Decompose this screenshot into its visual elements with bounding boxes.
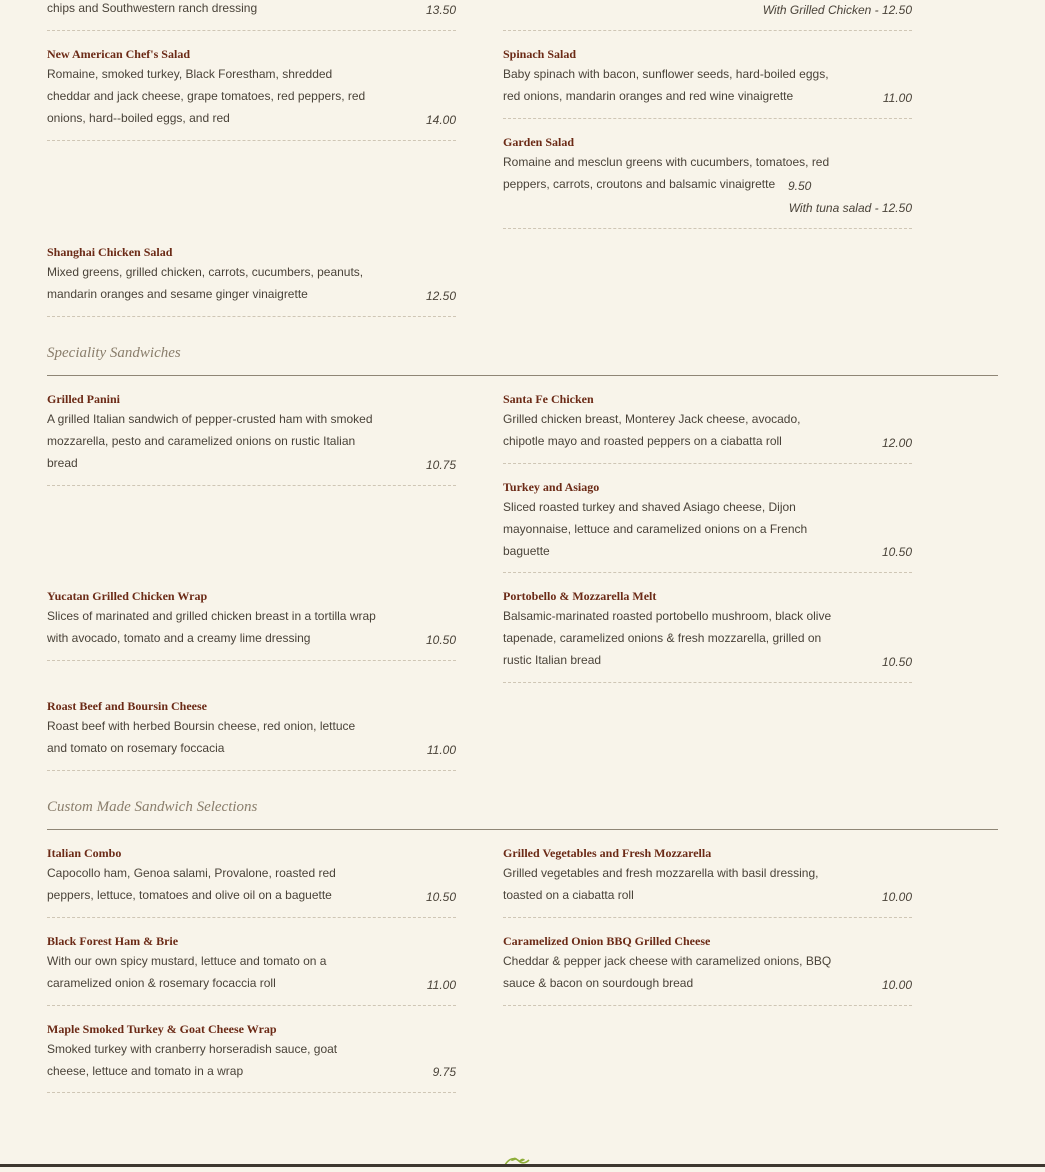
item-description: chips and Southwestern ranch dressing [47,1,258,15]
item-price: 12.00 [881,436,912,450]
dotted-divider [47,30,456,31]
item-description: Roast beef with herbed Boursin cheese, red onion, lettuce and tomato on rosemary foccacia [47,719,356,755]
item-price: 9.50 [788,179,812,193]
item-price: 10.00 [881,890,912,904]
dotted-divider [47,316,456,317]
dotted-divider [47,140,456,141]
item-price: 9.75 [432,1065,456,1079]
dotted-divider [47,1005,456,1006]
section-rule [47,829,998,830]
dotted-divider [503,228,912,229]
item-name: Garden Salad [503,135,575,149]
item-description: Sliced roasted turkey and shaved Asiago cheese, Dijon mayonnaise, lettuce and caramelized onions on a French baguette [503,500,808,558]
dotted-divider [47,1092,456,1093]
item-name: Shanghai Chicken Salad [47,245,173,259]
item-name: Caramelized Onion BBQ Grilled Cheese [503,934,711,948]
item-price: 11.00 [426,978,456,992]
item-description: Capocollo ham, Genoa salami, Provalone, roasted red peppers, lettuce, tomatoes and olive oil on a baguette [47,866,336,902]
dotted-divider [503,682,912,683]
item-name: Yucatan Grilled Chicken Wrap [47,589,208,603]
dotted-divider [503,118,912,119]
dotted-divider [47,660,456,661]
dotted-divider [503,572,912,573]
item-price: 11.00 [882,91,912,105]
item-description: Balsamic-marinated roasted portobello mushroom, black olive tapenade, caramelized onions & fresh mozzarella, grilled on rustic Italian bread [503,609,832,667]
item-name: Turkey and Asiago [503,480,600,494]
item-name: Maple Smoked Turkey & Goat Cheese Wrap [47,1022,277,1036]
item-description: Baby spinach with bacon, sunflower seeds, hard-boiled eggs, red onions, mandarin oranges and red wine vinaigrette [503,67,829,103]
item-name: Italian Combo [47,846,122,860]
item-description: Romaine and mesclun greens with cucumbers, tomatoes, red peppers, carrots, croutons and balsamic vinaigrette [503,155,830,191]
item-price: 12.50 [425,289,456,303]
item-description: Romaine, smoked turkey, Black Forestham, shredded cheddar and jack cheese, grape tomatoes, red peppers, red onions, hard--boiled eggs, and red [47,67,366,125]
item-name: New American Chef's Salad [47,47,190,61]
item-price: 14.00 [425,113,456,127]
item-name: Grilled Vegetables and Fresh Mozzarella [503,846,712,860]
item-description: With our own spicy mustard, lettuce and tomato on a caramelized onion & rosemary focaccia roll [47,954,327,990]
item-price: 13.50 [425,3,456,17]
item-price: 10.50 [425,890,456,904]
item-note: With Grilled Chicken - 12.50 [762,3,912,17]
item-note: With tuna salad - 12.50 [788,201,912,215]
item-price: 10.50 [881,545,912,559]
item-description: Grilled vegetables and fresh mozzarella with basil dressing, toasted on a ciabatta roll [503,866,819,902]
item-description: Mixed greens, grilled chicken, carrots, cucumbers, peanuts, mandarin oranges and sesame ginger vinaigrette [47,265,364,301]
item-price: 10.75 [425,458,456,472]
dotted-divider [503,463,912,464]
item-name: Roast Beef and Boursin Cheese [47,699,208,713]
dotted-divider [503,917,912,918]
item-description: Slices of marinated and grilled chicken breast in a tortilla wrap with avocado, tomato and a creamy lime dressing [47,609,376,645]
item-name: Grilled Panini [47,392,121,406]
section-rule [47,375,998,376]
item-price: 10.50 [881,655,912,669]
item-name: Black Forest Ham & Brie [47,934,179,948]
item-description: Cheddar & pepper jack cheese with caramelized onions, BBQ sauce & bacon on sourdough bread [503,954,832,990]
dotted-divider [503,1005,912,1006]
item-name: Portobello & Mozzarella Melt [503,589,657,603]
item-description: Smoked turkey with cranberry horseradish sauce, goat cheese, lettuce and tomato in a wrap [47,1042,338,1078]
item-price: 11.00 [426,743,456,757]
dotted-divider [47,917,456,918]
item-description: Grilled chicken breast, Monterey Jack cheese, avocado, chipotle mayo and roasted peppers on a ciabatta roll [503,412,801,448]
item-price: 10.50 [425,633,456,647]
dotted-divider [503,30,912,31]
dotted-divider [47,485,456,486]
dotted-divider [47,770,456,771]
section-title: Speciality Sandwiches [47,345,181,361]
item-price: 10.00 [881,978,912,992]
section-title: Custom Made Sandwich Selections [47,799,258,815]
item-description: A grilled Italian sandwich of pepper-crusted ham with smoked mozzarella, pesto and caramelized onions on rustic Italian bread [47,412,373,470]
item-name: Santa Fe Chicken [503,392,594,406]
item-name: Spinach Salad [503,47,577,61]
